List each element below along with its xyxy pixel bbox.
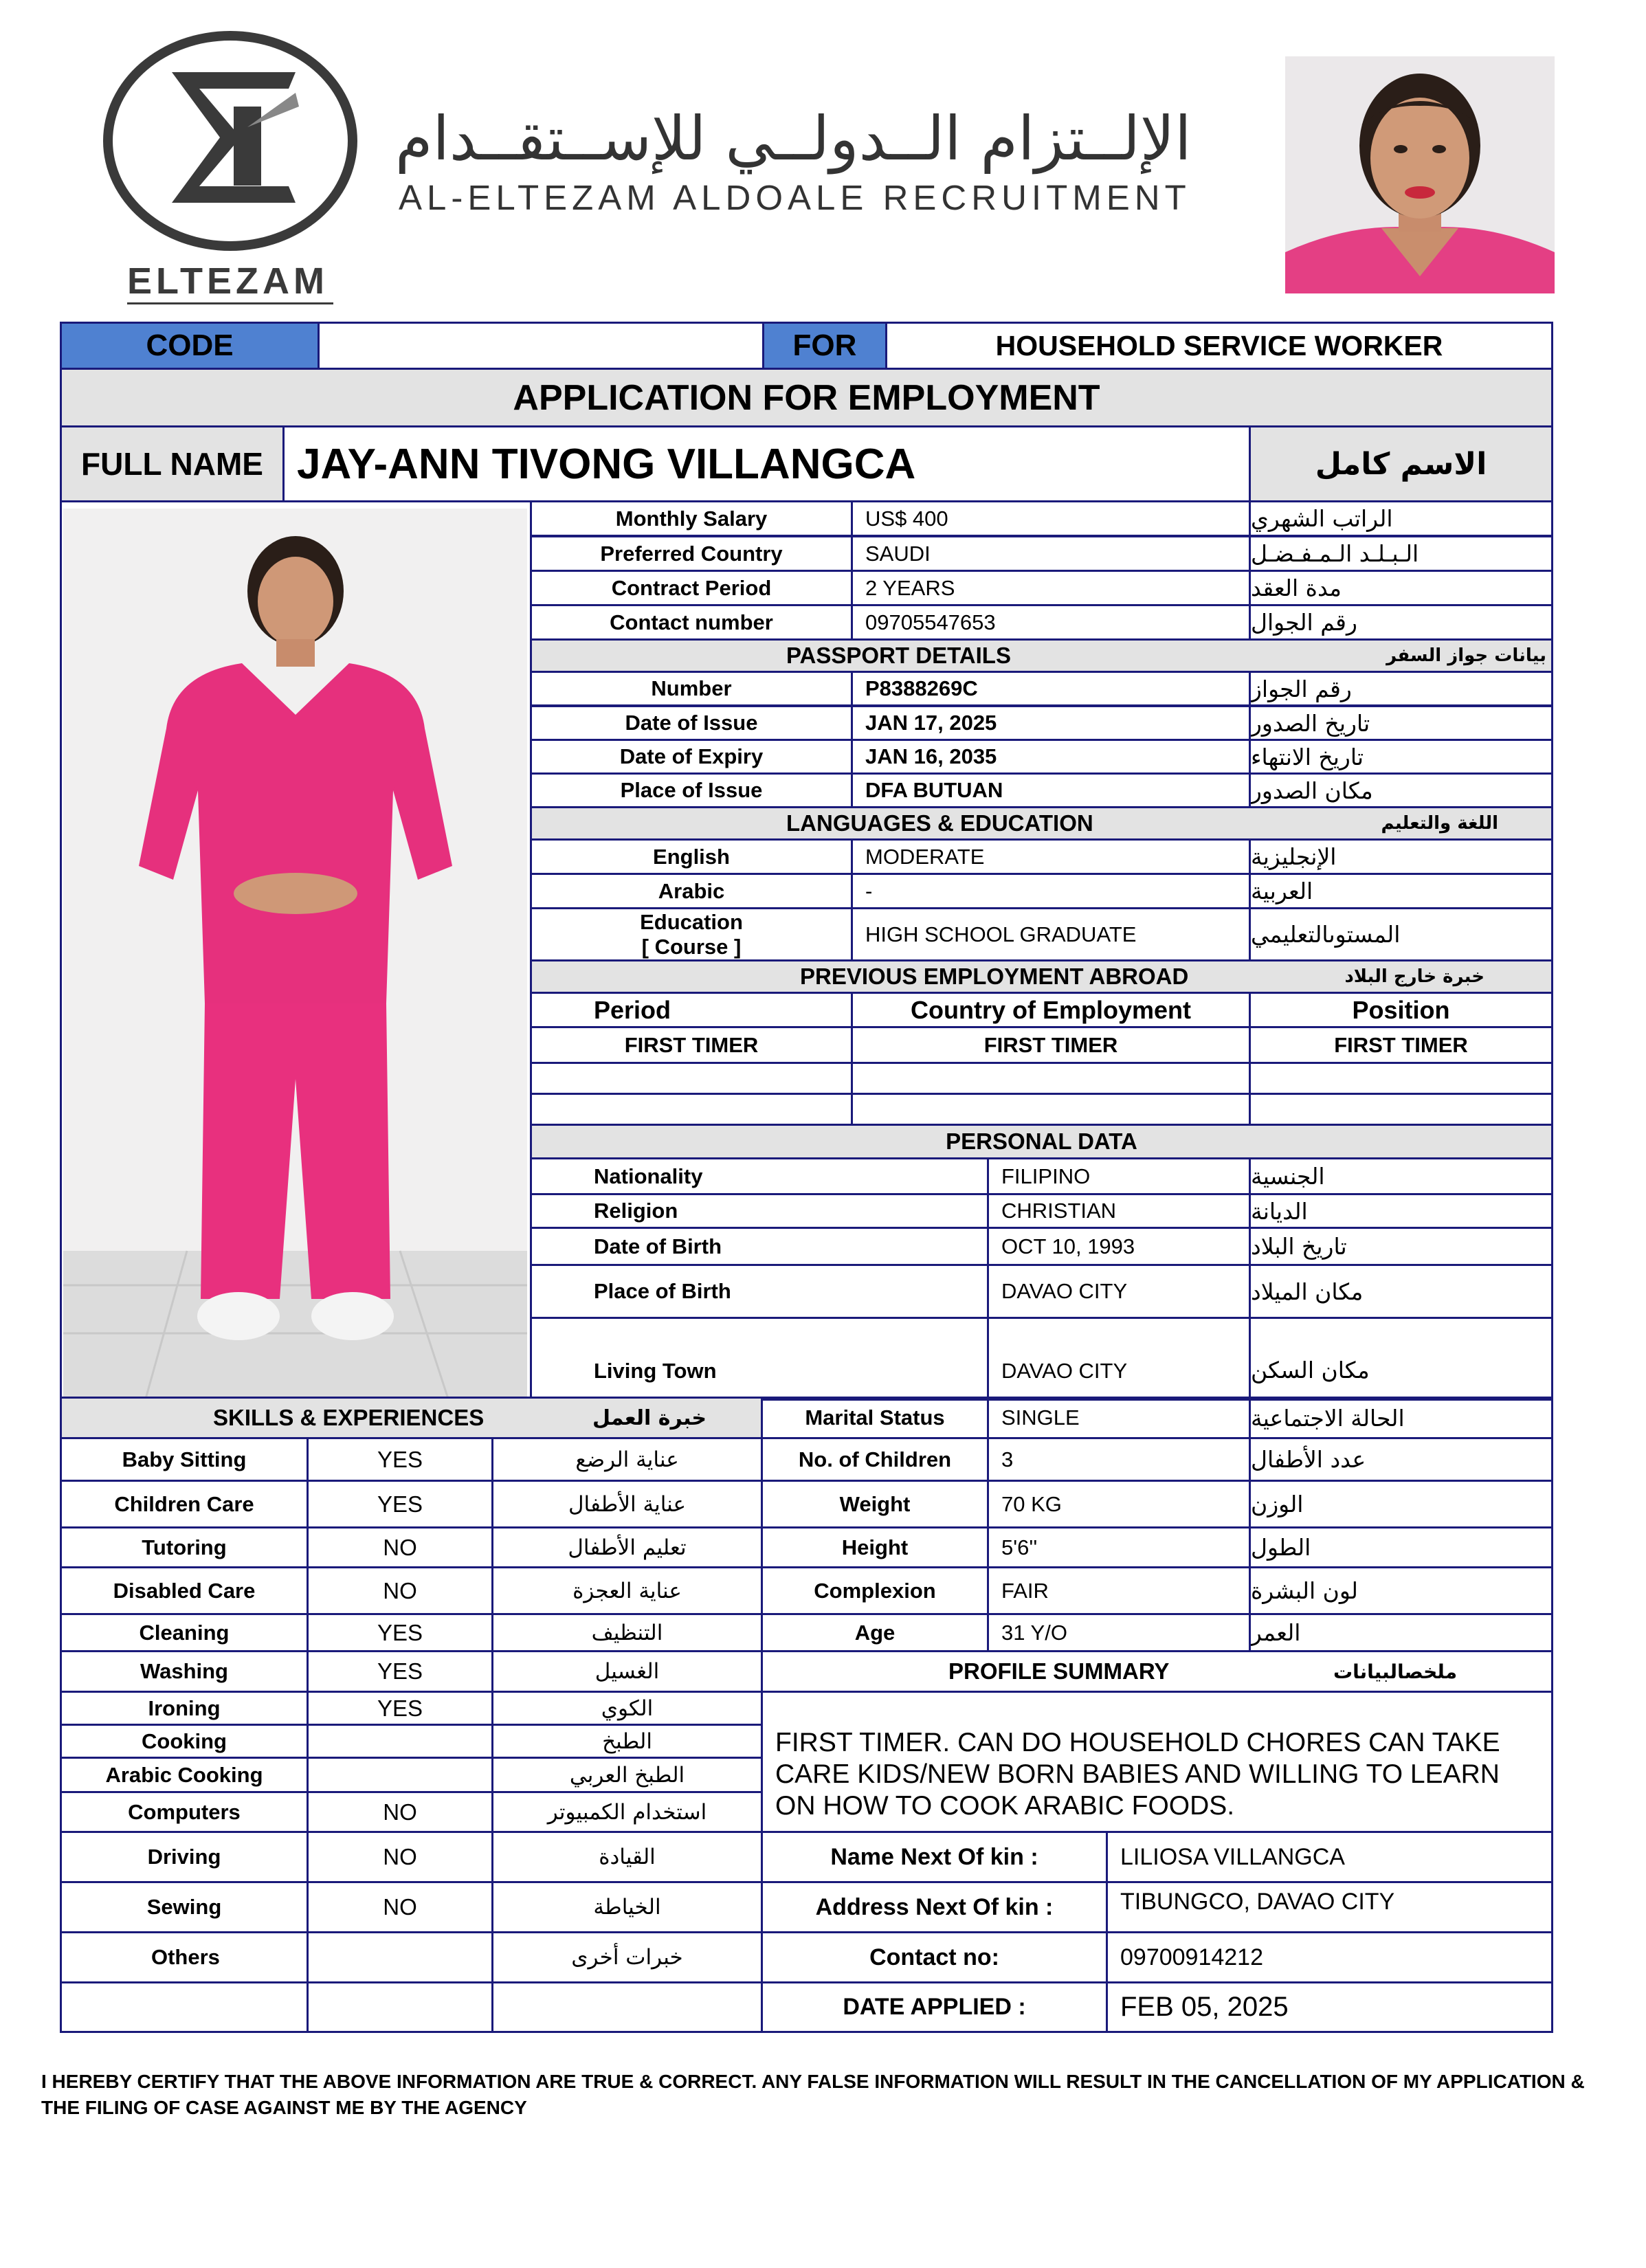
skill-9-label: Computers <box>60 1791 309 1833</box>
language-0-label-arabic: الإنجليزية <box>1249 838 1553 875</box>
kin-1-value: TIBUNGCO, DAVAO CITY <box>1106 1881 1553 1933</box>
previous-employment-cell: FIRST TIMER <box>530 1026 853 1064</box>
status-4-value: FAIR <box>987 1566 1251 1615</box>
skill-6-label: Ironing <box>60 1691 309 1726</box>
full-name-value: JAY-ANN TIVONG VILLANGCA <box>282 425 1251 502</box>
passport-1-label-arabic: تاريخ الصدور <box>1249 705 1553 741</box>
education-label-arabic: المستوىالتعليمي <box>1249 907 1553 961</box>
passport-2-value: JAN 16, 2035 <box>851 739 1251 775</box>
status-4-label: Complexion <box>761 1566 989 1615</box>
status-0-value: SINGLE <box>987 1397 1251 1439</box>
skill-9-label-arabic: استخدام الكمبيوتر <box>491 1791 763 1833</box>
skill-empty-label <box>60 1981 309 2033</box>
status-3-label: Height <box>761 1526 989 1568</box>
kin-2-value: 09700914212 <box>1106 1931 1553 1983</box>
skill-10-label-arabic: القيادة <box>491 1831 763 1883</box>
full-name-label: FULL NAME <box>60 425 285 502</box>
personal-0-value: FILIPINO <box>987 1157 1251 1195</box>
skill-empty-arabic <box>491 1981 763 2033</box>
skill-0-label-arabic: عناية الرضع <box>491 1437 763 1482</box>
code-label: CODE <box>60 322 320 370</box>
profile-heading-arabic: ملخصالبيانات <box>1333 1660 1458 1683</box>
skill-4-label-arabic: التنظيف <box>491 1613 763 1652</box>
general-1-label-arabic: الـبـلـد الـمـفـضـل <box>1249 535 1553 572</box>
skill-10-value: NO <box>307 1831 493 1883</box>
skill-6-label-arabic: الكوي <box>491 1691 763 1726</box>
personal-2-value: OCT 10, 1993 <box>987 1227 1251 1266</box>
general-3-label: Contact number <box>530 604 853 641</box>
passport-0-label: Number <box>530 671 853 707</box>
general-1-label: Preferred Country <box>530 535 853 572</box>
company-name-english: AL-ELTEZAM ALDOALE RECRUITMENT <box>399 178 1191 217</box>
status-4-label-arabic: لون البشرة <box>1249 1566 1553 1615</box>
general-1-value: SAUDI <box>851 535 1251 572</box>
skill-12-label: Others <box>60 1931 309 1983</box>
general-3-label-arabic: رقم الجوال <box>1249 604 1553 641</box>
certification-statement: I HEREBY CERTIFY THAT THE ABOVE INFORMATION ARE TRUE & CORRECT. ANY FALSE INFORMATION WILL RESULT IN THE CANCELLATION OF MY APPLICATION & THE FILING OF CASE AGAINST ME BY THE AGENCY <box>41 2071 1585 2118</box>
status-1-value: 3 <box>987 1437 1251 1482</box>
previous-employment-column-2: Position <box>1249 992 1553 1028</box>
education-label <box>530 907 853 961</box>
skill-4-value: YES <box>307 1613 493 1652</box>
personal-2-label-arabic: تاريخ البلاد <box>1249 1227 1553 1266</box>
kin-3-label: DATE APPLIED : <box>761 1981 1108 2033</box>
skill-7-label: Cooking <box>60 1724 309 1759</box>
education-label-label2: [ Course ] <box>641 934 742 959</box>
skill-7-label-arabic: الطبخ <box>491 1724 763 1759</box>
education-value: HIGH SCHOOL GRADUATE <box>851 907 1251 961</box>
kin-2-label: Contact no: <box>761 1931 1108 1983</box>
status-1-label-arabic: عدد الأطفال <box>1249 1437 1553 1482</box>
language-0-value: MODERATE <box>851 838 1251 875</box>
skill-11-label: Sewing <box>60 1881 309 1933</box>
passport-heading: PASSPORT DETAILS <box>530 638 1553 673</box>
general-2-value: 2 YEARS <box>851 570 1251 606</box>
personal-4-value: DAVAO CITY <box>987 1317 1251 1401</box>
previous-employment-cell: FIRST TIMER <box>1249 1026 1553 1064</box>
education-label-label1: Education <box>640 909 743 934</box>
kin-1-label: Address Next Of kin : <box>761 1881 1108 1933</box>
passport-3-label: Place of Issue <box>530 772 853 808</box>
status-0-label: Marital Status <box>761 1397 989 1439</box>
passport-0-label-arabic: رقم الجواز <box>1249 671 1553 707</box>
kin-0-label: Name Next Of kin : <box>761 1831 1108 1883</box>
previous-employment-cell <box>530 1093 853 1126</box>
general-0-label-arabic: الراتب الشهري <box>1249 500 1553 537</box>
kin-0-value: LILIOSA VILLANGCA <box>1106 1831 1553 1883</box>
skill-2-label: Tutoring <box>60 1526 309 1568</box>
skill-1-value: YES <box>307 1480 493 1528</box>
skill-3-label-arabic: عناية العجزة <box>491 1566 763 1615</box>
personal-4-label-arabic: مكان السكن <box>1249 1317 1553 1401</box>
status-2-value: 70 KG <box>987 1480 1251 1528</box>
previous-employment-heading-arabic: خبرة خارج البلاد <box>1344 966 1484 987</box>
skill-2-label-arabic: تعليم الأطفال <box>491 1526 763 1568</box>
logo-wordmark: ELTEZAM <box>127 260 329 302</box>
passport-1-value: JAN 17, 2025 <box>851 705 1251 741</box>
general-3-value: 09705547653 <box>851 604 1251 641</box>
skill-5-value: YES <box>307 1650 493 1693</box>
status-5-value: 31 Y/O <box>987 1613 1251 1652</box>
passport-1-label: Date of Issue <box>530 705 853 741</box>
skill-3-value: NO <box>307 1566 493 1615</box>
status-5-label: Age <box>761 1613 989 1652</box>
languages-heading: LANGUAGES & EDUCATION <box>530 806 1553 841</box>
skill-1-label-arabic: عناية الأطفال <box>491 1480 763 1528</box>
status-3-label-arabic: الطول <box>1249 1526 1553 1568</box>
personal-0-label-arabic: الجنسية <box>1249 1157 1553 1195</box>
status-1-label: No. of Children <box>761 1437 989 1482</box>
status-2-label: Weight <box>761 1480 989 1528</box>
personal-0-label: Nationality <box>530 1157 989 1195</box>
logo-underline <box>127 302 333 304</box>
passport-3-value: DFA BUTUAN <box>851 772 1251 808</box>
skill-12-label-arabic: خبرات أخرى <box>491 1931 763 1983</box>
personal-data-heading: PERSONAL DATA <box>530 1124 1553 1159</box>
profile-heading: PROFILE SUMMARY <box>761 1650 1553 1693</box>
for-label: FOR <box>762 322 887 370</box>
personal-1-label: Religion <box>530 1193 989 1229</box>
profile-summary-text: FIRST TIMER. CAN DO HOUSEHOLD CHORES CAN TAKE CARE KIDS/NEW BORN BABIES AND WILLING TO LEARN ON HOW TO COOK ARABIC FOODS. <box>761 1691 1553 1833</box>
personal-3-label-arabic: مكان الميلاد <box>1249 1264 1553 1319</box>
skill-8-label-arabic: الطبخ العربي <box>491 1757 763 1793</box>
previous-employment-cell <box>530 1062 853 1095</box>
applicant-headshot <box>1285 56 1555 293</box>
language-1-value: - <box>851 873 1251 909</box>
previous-employment-cell <box>1249 1062 1553 1095</box>
general-2-label-arabic: مدة العقد <box>1249 570 1553 606</box>
skill-5-label-arabic: الغسيل <box>491 1650 763 1693</box>
skills-heading: SKILLS & EXPERIENCES <box>60 1397 763 1439</box>
skill-7-value <box>307 1724 493 1759</box>
personal-1-value: CHRISTIAN <box>987 1193 1251 1229</box>
company-name-arabic: الإلــتزام الــدولــي للإســتقــدام <box>395 103 1192 174</box>
passport-0-value: P8388269C <box>851 671 1251 707</box>
passport-3-label-arabic: مكان الصدور <box>1249 772 1553 808</box>
previous-employment-cell <box>851 1062 1251 1095</box>
previous-employment-column-0: Period <box>530 992 853 1028</box>
skills-heading-arabic: خبرة العمل <box>592 1405 707 1430</box>
skill-8-value <box>307 1757 493 1793</box>
language-1-label-arabic: العربية <box>1249 873 1553 909</box>
skill-5-label: Washing <box>60 1650 309 1693</box>
status-2-label-arabic: الوزن <box>1249 1480 1553 1528</box>
previous-employment-column-1: Country of Employment <box>851 992 1251 1028</box>
skill-6-value: YES <box>307 1691 493 1726</box>
kin-3-value: FEB 05, 2025 <box>1106 1981 1553 2033</box>
personal-3-label: Place of Birth <box>530 1264 989 1319</box>
language-0-label: English <box>530 838 853 875</box>
personal-3-value: DAVAO CITY <box>987 1264 1251 1319</box>
status-0-label-arabic: الحالة الاجتماعية <box>1249 1397 1553 1439</box>
personal-1-label-arabic: الديانة <box>1249 1193 1553 1229</box>
full-name-label-arabic: الاسم كامل <box>1249 425 1553 502</box>
skill-empty-value <box>307 1981 493 2033</box>
general-2-label: Contract Period <box>530 570 853 606</box>
general-0-value: US$ 400 <box>851 500 1251 537</box>
skill-8-label: Arabic Cooking <box>60 1757 309 1793</box>
previous-employment-heading: PREVIOUS EMPLOYMENT ABROAD <box>530 959 1553 994</box>
previous-employment-cell <box>1249 1093 1553 1126</box>
skill-4-label: Cleaning <box>60 1613 309 1652</box>
passport-2-label-arabic: تاريخ الانتهاء <box>1249 739 1553 775</box>
logo-mark-icon <box>158 65 302 210</box>
skill-1-label: Children Care <box>60 1480 309 1528</box>
skill-9-value: NO <box>307 1791 493 1833</box>
personal-4-label: Living Town <box>530 1317 989 1401</box>
photo-frame <box>60 500 532 1399</box>
status-3-value: 5'6'' <box>987 1526 1251 1568</box>
previous-employment-cell <box>851 1093 1251 1126</box>
code-value <box>318 322 764 370</box>
skill-2-value: NO <box>307 1526 493 1568</box>
passport-2-label: Date of Expiry <box>530 739 853 775</box>
position-applied: HOUSEHOLD SERVICE WORKER <box>885 322 1553 370</box>
languages-heading-arabic: اللغة والتعليم <box>1381 813 1498 834</box>
status-5-label-arabic: العمر <box>1249 1613 1553 1652</box>
form-title: APPLICATION FOR EMPLOYMENT <box>60 368 1553 427</box>
personal-2-label: Date of Birth <box>530 1227 989 1266</box>
skill-12-value <box>307 1931 493 1983</box>
general-0-label: Monthly Salary <box>530 500 853 537</box>
passport-heading-arabic: بيانات جواز السفر <box>1386 645 1546 666</box>
skill-10-label: Driving <box>60 1831 309 1883</box>
previous-employment-cell: FIRST TIMER <box>851 1026 1251 1064</box>
skill-11-label-arabic: الخياطة <box>491 1881 763 1933</box>
skill-11-value: NO <box>307 1881 493 1933</box>
skill-0-label: Baby Sitting <box>60 1437 309 1482</box>
language-1-label: Arabic <box>530 873 853 909</box>
skill-3-label: Disabled Care <box>60 1566 309 1615</box>
skill-0-value: YES <box>307 1437 493 1482</box>
